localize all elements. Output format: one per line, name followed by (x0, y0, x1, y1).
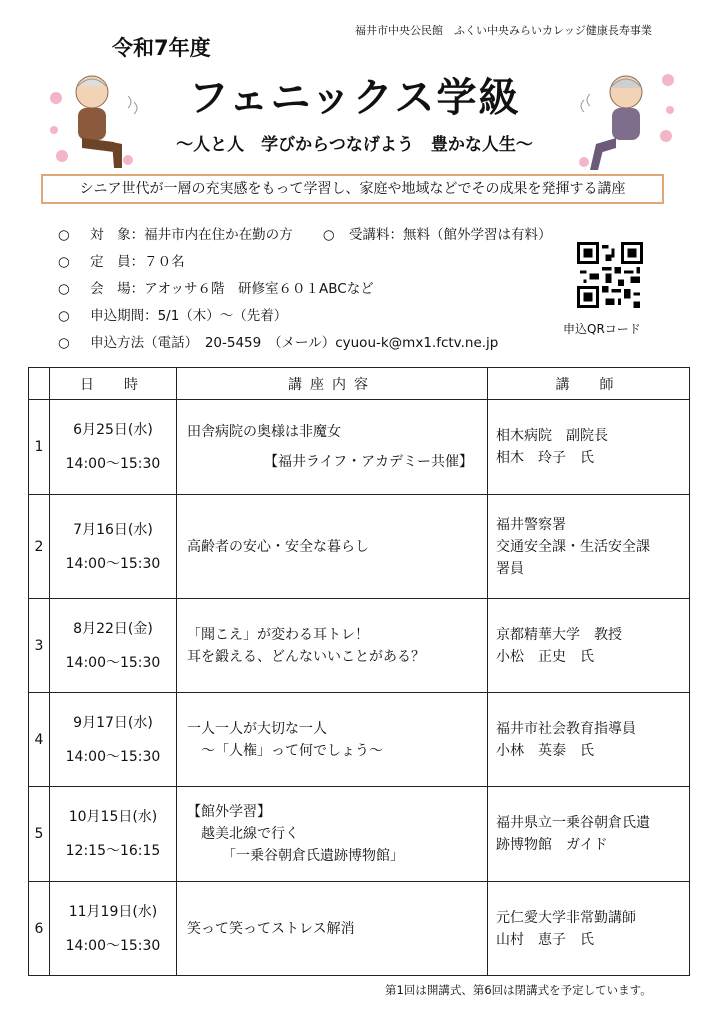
lecture-number: 5 (29, 787, 50, 882)
bullet: ○ (322, 227, 335, 243)
subtitle: 〜人と人 学びからつなげよう 豊かな人生〜 (176, 135, 533, 155)
lecture-content (177, 599, 488, 693)
table-row (29, 693, 690, 787)
header-date: 日 時 (50, 368, 177, 400)
lecture-time: 14:00～15:30 (65, 555, 161, 572)
lecture-content (177, 693, 488, 787)
lecture-number: 6 (29, 882, 50, 976)
bullet: ○ (58, 335, 70, 351)
lecturer-line: 福井県立一乗谷朝倉氏遺 (496, 815, 650, 831)
lecture-datetime (50, 400, 177, 495)
lecturer-line: 署員 (496, 560, 524, 577)
info-capacity-line (58, 250, 185, 270)
bullet: ○ (58, 308, 70, 324)
bullet: ○ (58, 281, 70, 297)
venue-label: 会 場： (90, 281, 145, 297)
content-line: 田舎病院の奥様は非魔女 (187, 424, 341, 440)
lecture-date: 6月25日(水) (73, 422, 153, 438)
period-value: 5/1（木）～（先着） (157, 308, 288, 324)
method-value: （電話） 20-5459 （メール）cyuou-k@mx1.fctv.ne.jp (144, 335, 499, 351)
lecture-time: 14:00～15:30 (65, 748, 161, 765)
content-line: ～「人権」って何でしょう～ (187, 742, 383, 759)
co-host-note: 【福井ライフ・アカデミー共催】 (263, 454, 473, 470)
lecturer-line: 小松 正史 氏 (496, 648, 594, 665)
grandfather-illustration (48, 68, 138, 173)
table-header-row (29, 368, 690, 400)
lecturer-line: 相木 玲子 氏 (496, 450, 594, 466)
lecture-datetime (50, 882, 177, 976)
footer-note: 第1回は開講式、第6回は閉講式を予定しています。 (385, 983, 652, 997)
lecturer (488, 882, 690, 976)
content-line: 【館外学習】 (187, 804, 271, 820)
header-no (29, 368, 50, 400)
fee-value: 無料（館外学習は有料） (402, 227, 552, 243)
info-method-line (58, 331, 498, 351)
lecture-datetime (50, 693, 177, 787)
lecturer-line: 山村 恵子 氏 (496, 931, 594, 948)
bullet: ○ (58, 254, 70, 270)
lecturer (488, 400, 690, 495)
lecture-datetime (50, 787, 177, 882)
lecture-date: 11月19日(水) (68, 903, 158, 920)
header-lecturer: 講 師 (488, 368, 690, 400)
lecture-datetime (50, 495, 177, 599)
lecturer (488, 599, 690, 693)
info-target-line (58, 223, 551, 243)
content-line: 「一乗谷朝倉氏遺跡博物館」 (187, 848, 404, 864)
content-line: 越美北線で行く (187, 826, 299, 842)
lecture-number: 4 (29, 693, 50, 787)
lecturer-line: 福井警察署 (496, 516, 566, 533)
content-line: 「聞こえ」が変わる耳トレ！ (187, 626, 369, 643)
lecture-number: 1 (29, 400, 50, 495)
content-line: 一人一人が大切な一人 (187, 720, 327, 737)
lecture-time: 14:00～15:30 (65, 937, 161, 954)
schedule-table (28, 367, 690, 976)
capacity-value: ７０名 (144, 254, 185, 270)
qr-label: 申込QRコード (563, 322, 641, 336)
lecture-time: 14:00～15:30 (65, 456, 161, 472)
lecturer-line: 元仁愛大学非常勤講師 (496, 909, 636, 926)
table-row (29, 882, 690, 976)
table-row (29, 400, 690, 495)
bullet: ○ (58, 227, 70, 243)
lecture-content (177, 400, 488, 495)
lecture-datetime (50, 599, 177, 693)
lecturer-line: 相木病院 副院長 (496, 428, 608, 444)
venue-value: アオッサ６階 研修室６０１ABCなど (144, 281, 374, 297)
lecture-date: 10月15日(水) (68, 809, 158, 825)
capacity-label: 定 員： (90, 254, 145, 270)
tagline-box: シニア世代が一層の充実感をもって学習し、家庭や地域などでその成果を発揮する講座 (41, 174, 664, 204)
lecture-date: 8月22日(金) (73, 620, 153, 637)
target-value: 福井市内在住か在勤の方 (144, 227, 293, 243)
info-venue-line (58, 277, 374, 297)
lecture-time: 14:00～15:30 (65, 654, 161, 671)
lecture-time: 12:15～16:15 (65, 843, 161, 859)
organizer-line: 福井市中央公民館 ふくい中央みらいカレッジ健康長寿事業 (355, 24, 652, 37)
info-period-line (58, 304, 287, 324)
lecturer-line: 福井市社会教育指導員 (496, 720, 636, 737)
lecture-date: 7月16日(水) (73, 521, 153, 538)
table-row (29, 495, 690, 599)
lecturer (488, 693, 690, 787)
content-line: 高齢者の安心・安全な暮らし (187, 538, 369, 555)
lecturer (488, 495, 690, 599)
header-content: 講座内容 (177, 368, 488, 400)
lecturer-line: 小林 英泰 氏 (496, 742, 594, 759)
fee-label: 受講料： (348, 227, 403, 243)
year-label: 令和7年度 (112, 36, 211, 60)
page-title: フェニックス学級 (188, 75, 521, 121)
lecture-content (177, 882, 488, 976)
lecturer (488, 787, 690, 882)
lecturer-line: 京都精華大学 教授 (496, 626, 622, 643)
content-line: 笑って笑ってストレス解消 (187, 920, 355, 937)
content-line: 耳を鍛える、どんないいことがある？ (187, 648, 425, 665)
lecture-content (177, 787, 488, 882)
lecture-content (177, 495, 488, 599)
lecture-number: 3 (29, 599, 50, 693)
lecture-number: 2 (29, 495, 50, 599)
lecturer-line: 跡博物館 ガイド (496, 837, 608, 853)
method-label: 申込方法 (90, 335, 145, 351)
grandmother-illustration (576, 66, 676, 176)
target-label: 対 象： (90, 227, 145, 243)
qr-code[interactable] (577, 242, 643, 308)
period-label: 申込期間： (90, 308, 158, 324)
table-row (29, 787, 690, 882)
lecturer-line: 交通安全課・生活安全課 (496, 538, 650, 555)
table-row (29, 599, 690, 693)
lecture-date: 9月17日(水) (73, 714, 153, 731)
